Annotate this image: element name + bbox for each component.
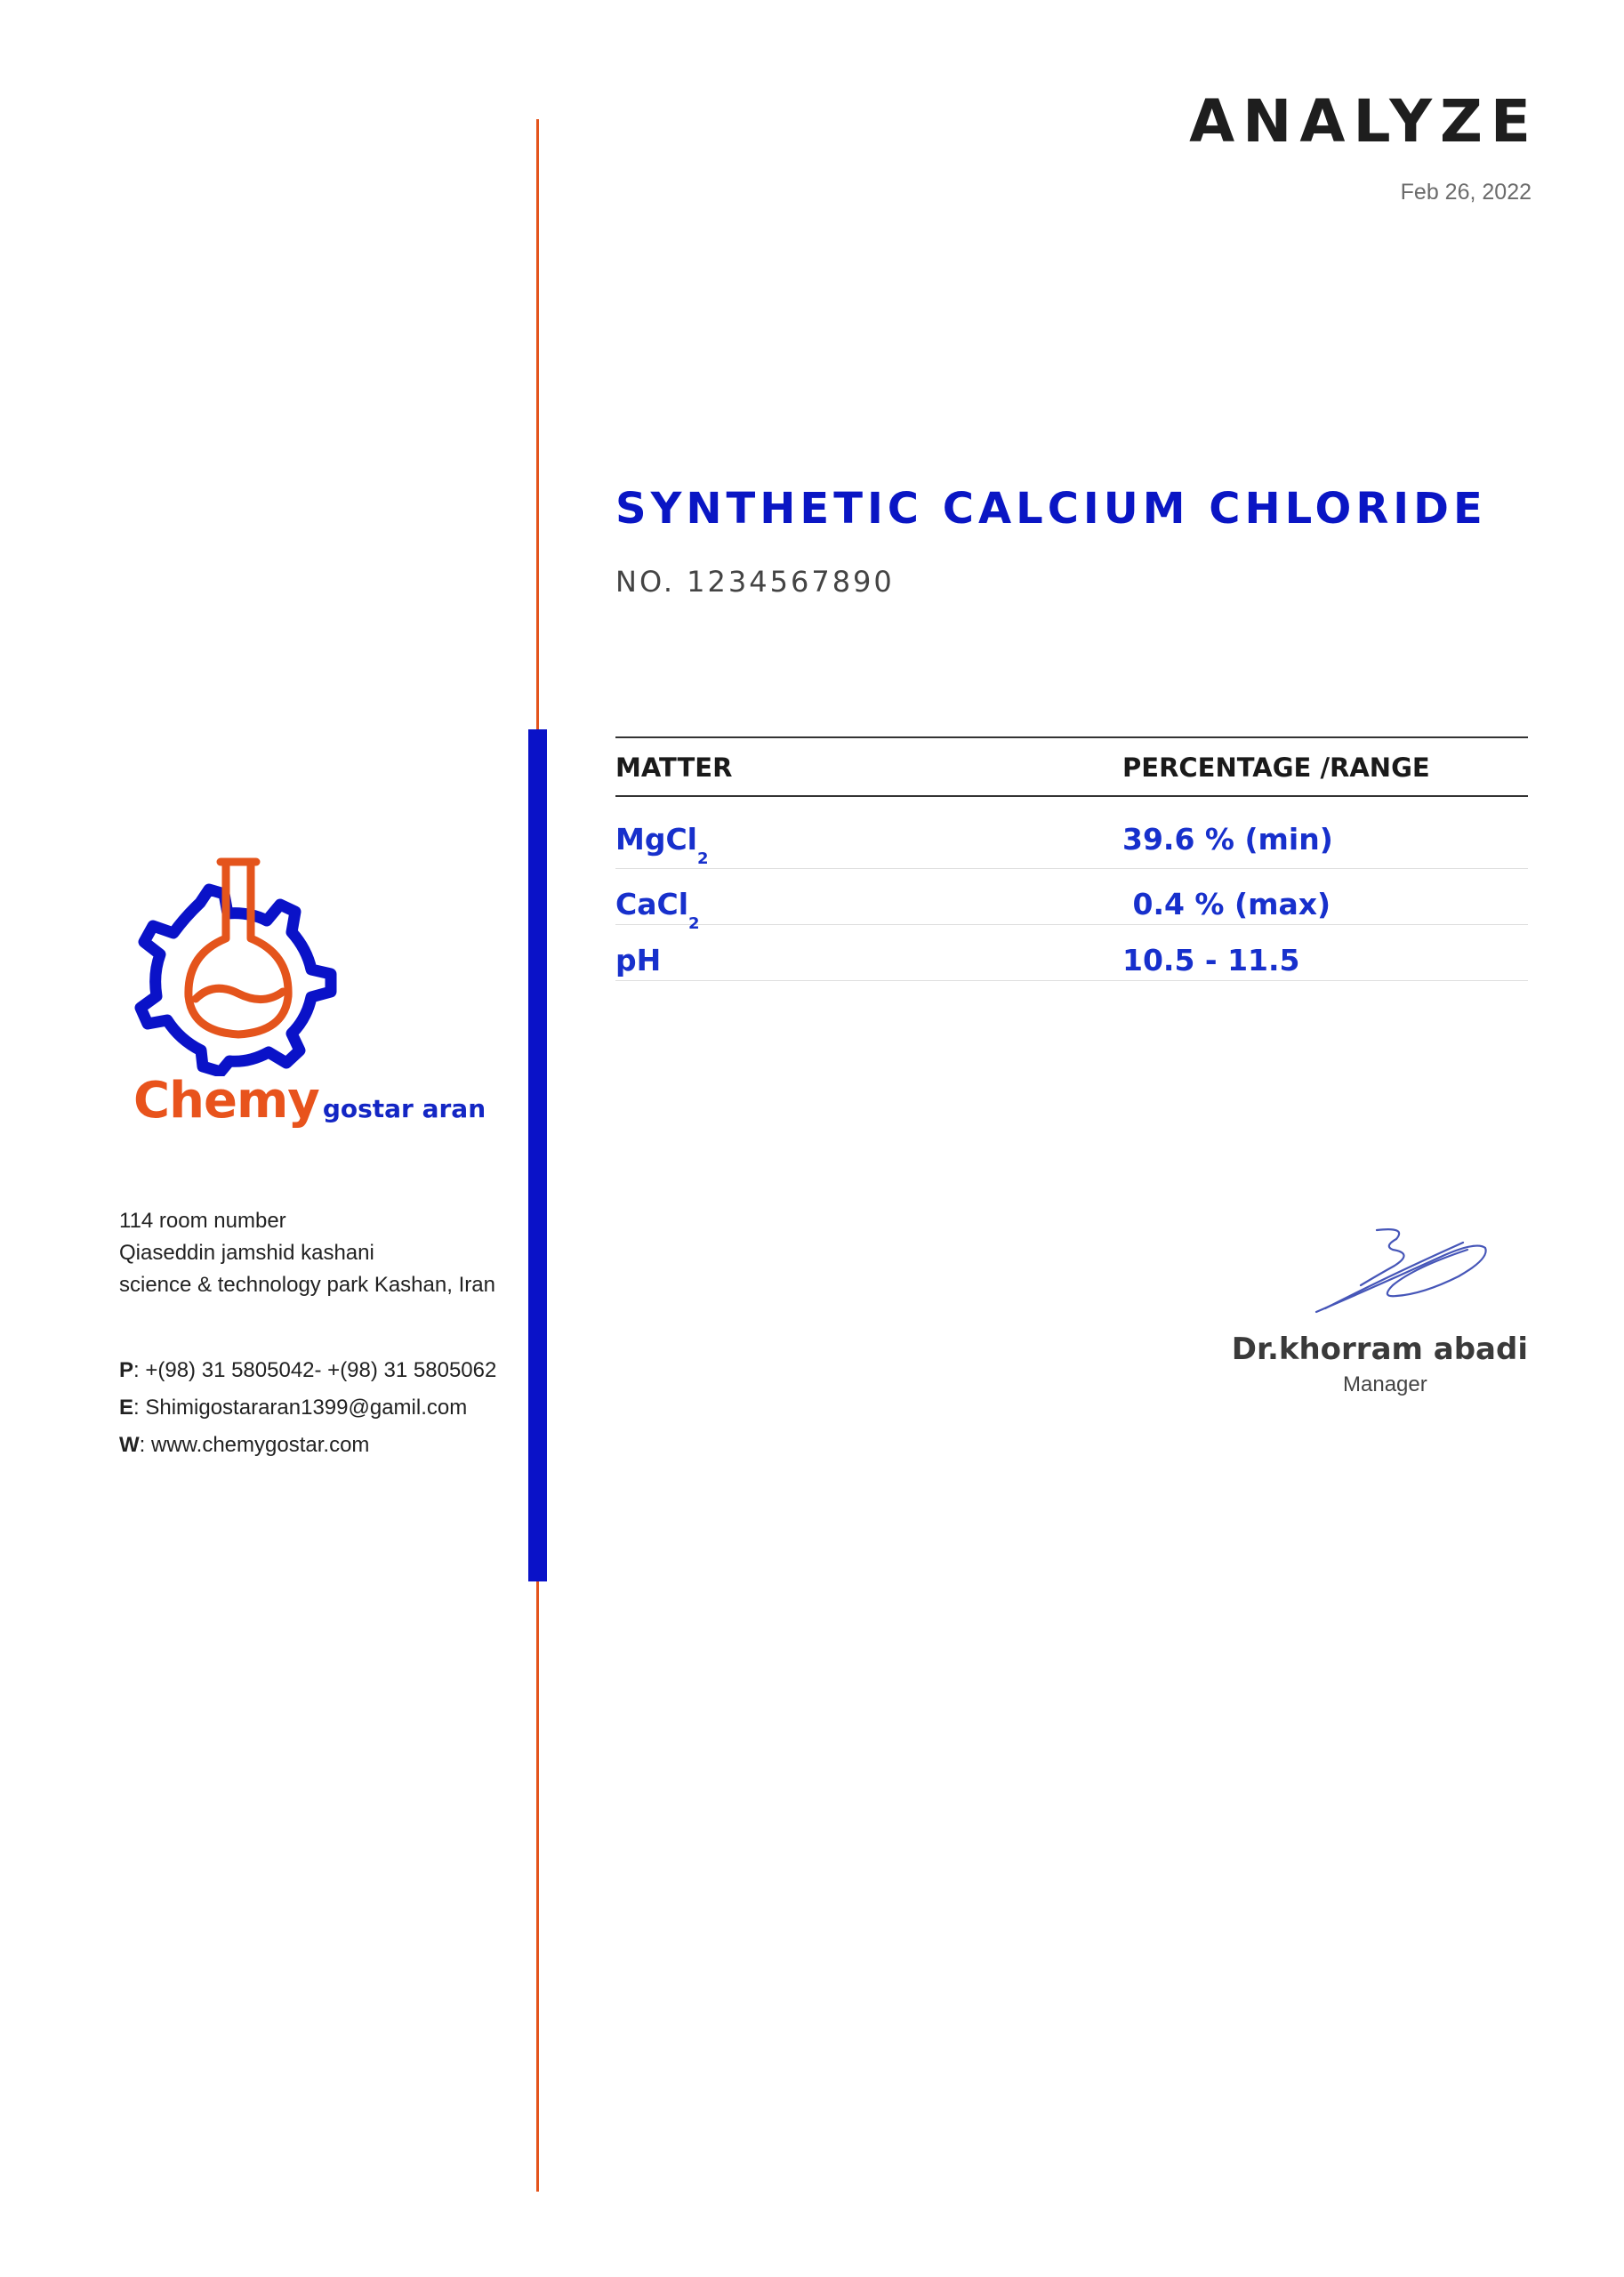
handwritten-signature: [1307, 1223, 1503, 1325]
signatory-role: Manager: [1343, 1372, 1427, 1396]
header-matter: MATTER: [615, 752, 733, 783]
document-date: Feb 26, 2022: [1400, 180, 1532, 205]
address-line: Qiaseddin jamshid kashani: [119, 1241, 374, 1265]
document-title: ANALYZE: [1189, 87, 1539, 156]
table-header: [615, 736, 1528, 797]
logo-rest: gostar aran: [322, 1094, 486, 1123]
blue-accent-bar: [528, 729, 547, 1581]
table-row: [615, 925, 1528, 981]
table-row: [615, 797, 1528, 869]
address-line: science & technology park Kashan, Iran: [119, 1273, 495, 1297]
analysis-table: [615, 736, 1528, 981]
matter-cell: MgCl$_2$: [615, 822, 709, 868]
header-range: PERCENTAGE /RANGE: [1122, 752, 1430, 783]
range-cell: 39.6 % (min): [1122, 822, 1333, 857]
table-row: [615, 869, 1528, 933]
product-title: SYNTHETIC CALCIUM CHLORIDE: [615, 484, 1487, 534]
signatory-name: Dr.khorram abadi: [1231, 1332, 1528, 1367]
company-contacts: [119, 1352, 496, 1464]
range-cell: 10.5 - 11.5: [1122, 943, 1300, 978]
phone-line: P: +(98) 31 5805042- +(98) 31 5805062: [119, 1358, 497, 1382]
email-line: E: Shimigostararan1399@gamil.com: [119, 1396, 468, 1420]
company-address: [119, 1205, 495, 1301]
web-line: W: www.chemygostar.com: [119, 1433, 370, 1457]
matter-cell: pH: [615, 943, 662, 978]
logo-brand: Chemy: [133, 1072, 319, 1130]
product-number: NO. 1234567890: [615, 565, 895, 599]
address-line: 114 room number: [119, 1209, 286, 1233]
matter-cell: CaCl$_2$: [615, 887, 700, 933]
gear-flask-icon: [125, 849, 338, 1076]
range-cell: 0.4 % (max): [1122, 887, 1331, 921]
company-logo-text: [133, 1072, 486, 1130]
